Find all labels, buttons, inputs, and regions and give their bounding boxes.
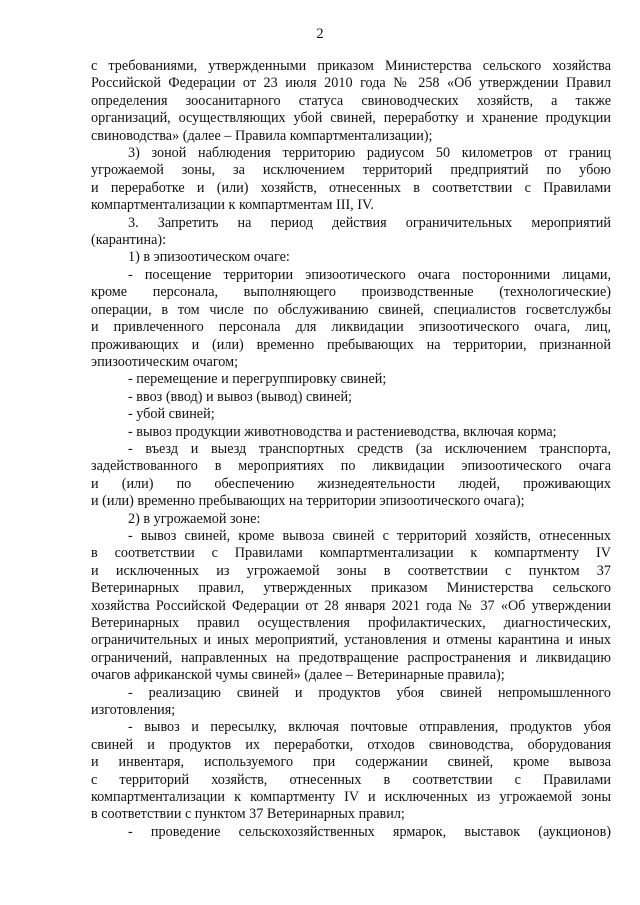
text-line: - ввоз (ввод) и вывоз (вывод) свиней;	[128, 388, 352, 405]
text-line: ограничительных и иных мероприятий, установления и отмены карантина и иных	[91, 632, 611, 649]
text-line: и инвентаря, используемого при содержании свиней, кроме вывоза	[91, 754, 611, 771]
text-line: угрожаемой зоны, за исключением территорий предприятий по убою	[91, 162, 611, 179]
text-line: 2) в угрожаемой зоне:	[128, 510, 261, 527]
text-line: проживающих и (или) временно пребывающих на территории, признанной	[91, 336, 611, 353]
text-line: компартментализации к компартменту IV и исключенных из угрожаемой зоны	[91, 789, 611, 806]
text-line: - въезд и выезд транспортных средств (за исключением транспорта,	[128, 440, 611, 457]
text-line: - реализацию свиней и продуктов убоя свиней непромышленного	[128, 684, 611, 701]
text-line: Ветеринарных правил, утвержденных приказом Министерства сельского	[91, 580, 611, 597]
text-line: - вывоз и пересылку, включая почтовые отправления, продуктов убоя	[128, 719, 611, 736]
text-line: - перемещение и перегруппировку свиней;	[128, 371, 387, 388]
text-line: Ветеринарных правил осуществления профилактических, диагностических,	[91, 615, 611, 631]
text-line: с требованиями, утвержденными приказом Министерства сельского хозяйства	[91, 58, 611, 74]
text-line: очагов африканской чумы свиней» (далее – Ветеринарные правила);	[91, 667, 505, 684]
text-line: и исключенных из угрожаемой зоны в соответствии с пунктом 37	[91, 562, 611, 579]
text-line: 3. Запретить на период действия ограничительных мероприятий	[128, 214, 611, 231]
text-line: свиней и продуктов их переработки, отходов свиноводства, оборудования	[91, 736, 611, 753]
text-line: с территорий хозяйств, отнесенных в соответствии с Правилами	[91, 771, 611, 788]
text-line: в соответствии с пунктом 37 Ветеринарных правил;	[91, 806, 405, 823]
text-line: изготовления;	[91, 702, 176, 719]
text-line: и привлеченного персонала для ликвидации эпизоотического очага, лиц,	[91, 319, 611, 336]
text-line: Российской Федерации от 23 июля 2010 года № 258 «Об утверждении Правил	[91, 75, 611, 92]
document-body	[91, 58, 611, 841]
text-line: - посещение территории эпизоотического очага посторонними лицами,	[128, 266, 611, 283]
text-line: организаций, осуществляющих убой свиней, переработку и хранение продукции	[91, 110, 611, 127]
text-line: - убой свиней;	[128, 406, 215, 423]
text-line: определения зоосанитарного статуса свиноводческих хозяйств, а также	[91, 92, 611, 109]
text-line: - проведение сельскохозяйственных ярмарок, выставок (аукционов)	[128, 823, 611, 840]
text-line: и (или) по обеспечению жизнедеятельности людей, проживающих	[91, 475, 611, 492]
text-line: и переработке и (или) хозяйств, отнесенных в соответствии с Правилами	[91, 179, 611, 196]
text-line: кроме персонала, выполняющего производственные (технологические)	[91, 284, 611, 301]
text-line: - вывоз свиней, кроме вывоза свиней с территорий хозяйств, отнесенных	[128, 527, 611, 544]
text-line: ограничений, направленных на предотвращение распространения и ликвидацию	[91, 649, 611, 666]
text-line: задействованного в мероприятиях по ликвидации эпизоотического очага	[91, 458, 611, 475]
text-line: 3) зоной наблюдения территорию радиусом 50 километров от границ	[128, 145, 611, 162]
page-number: 2	[316, 26, 324, 42]
text-line: - вывоз продукции животноводства и растениеводства, включая корма;	[128, 423, 557, 440]
text-line: эпизоотическим очагом;	[91, 353, 239, 370]
text-line: компартментализации к компартментам III, IV.	[91, 197, 374, 214]
text-line: свиноводства» (далее – Правила компартментализации);	[91, 127, 433, 144]
text-line: (карантина):	[91, 232, 167, 249]
text-line: в соответствии с Правилами компартментализации к компартменту IV	[91, 545, 611, 562]
text-line: операции, в том числе по обслуживанию свиней, специалистов госветслужбы	[91, 301, 611, 318]
text-line: 1) в эпизоотическом очаге:	[128, 249, 290, 266]
text-line: хозяйства Российской Федерации от 28 января 2021 года № 37 «Об утверждении	[91, 597, 611, 614]
text-line: и (или) временно пребывающих на территории эпизоотического очага);	[91, 493, 525, 510]
